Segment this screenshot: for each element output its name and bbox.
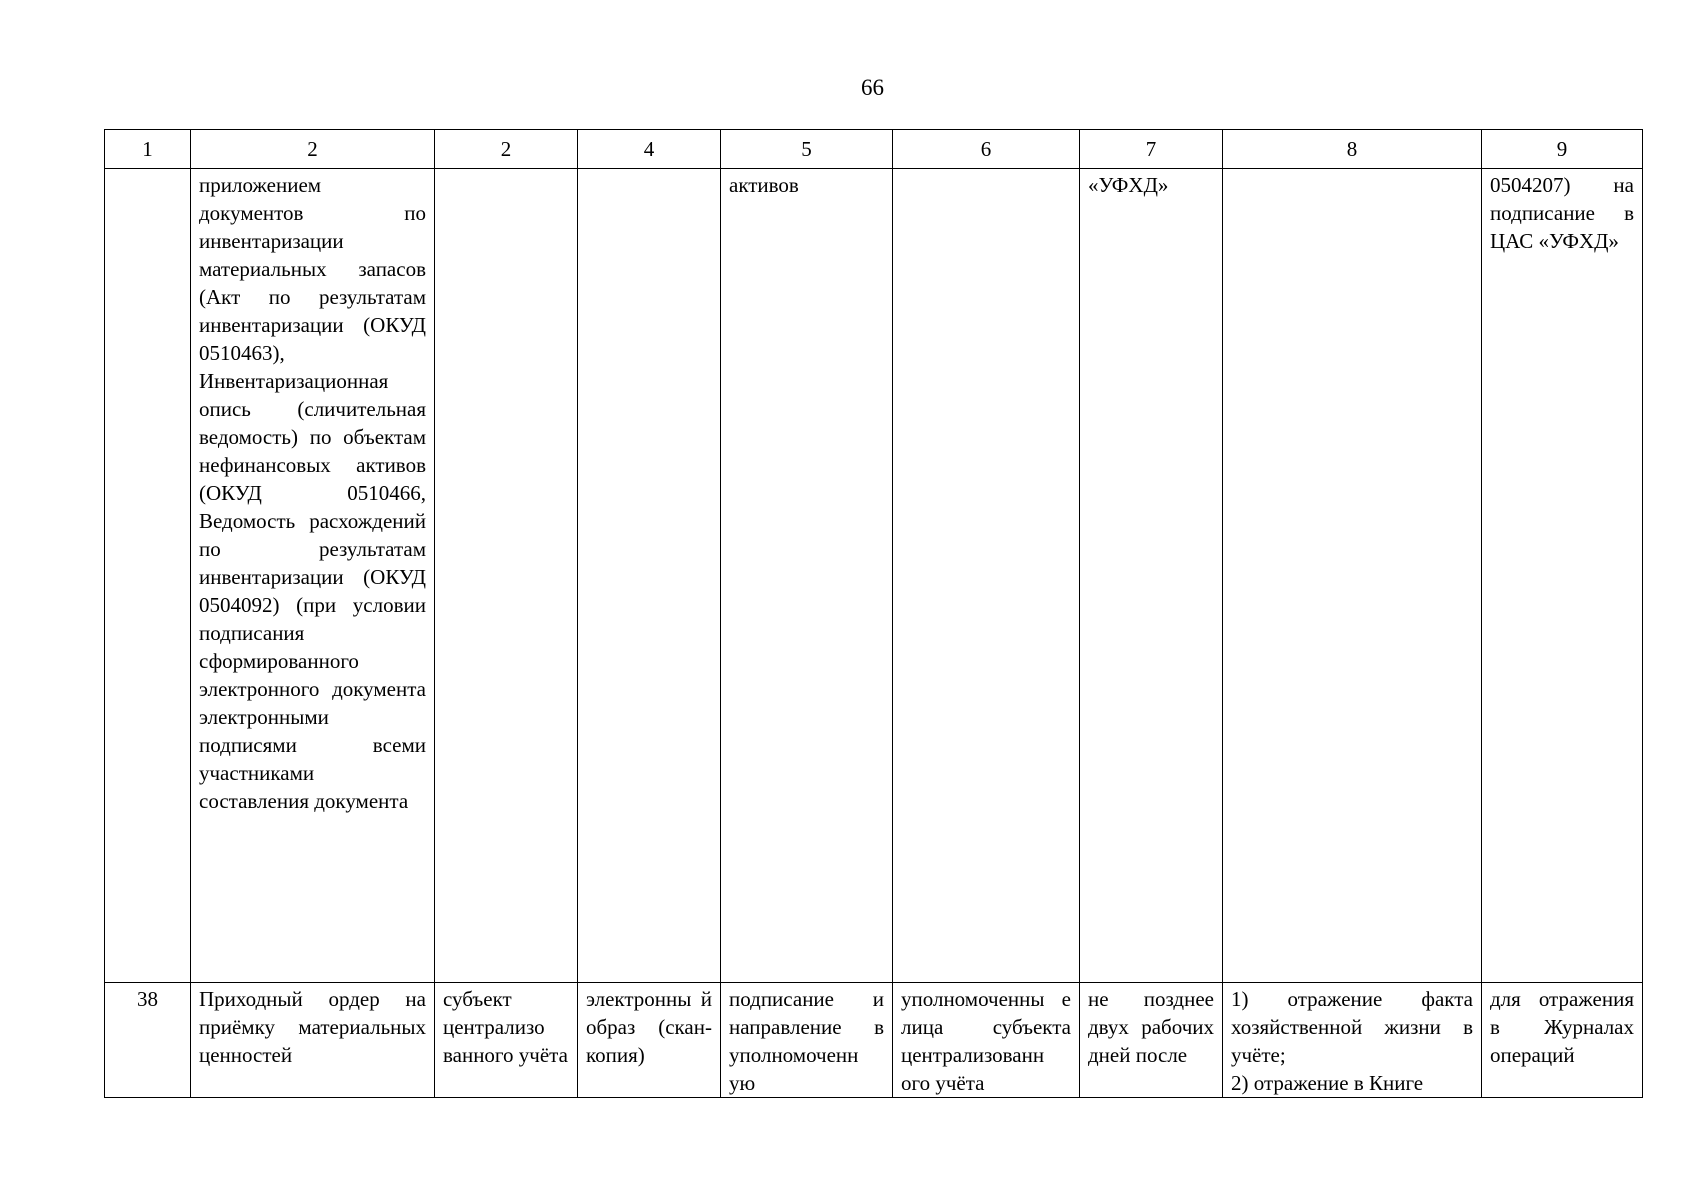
table-cell xyxy=(721,983,893,1098)
table-cell xyxy=(1223,169,1482,983)
column-header: 7 xyxy=(1080,130,1223,169)
table-cell xyxy=(1482,983,1643,1098)
page-number: 66 xyxy=(861,75,884,100)
cell-text: «УФХД» xyxy=(1088,173,1169,197)
cell-text: для отражения в Журналах операций xyxy=(1490,987,1634,1067)
column-header: 1 xyxy=(105,130,191,169)
cell-text: приложением документов по инвентаризации материальных запасов (Акт по результатам инвентаризации (ОКУД 0510463), Инвентаризационная опись (сличительная ведомость) по объектам нефинансовых активов (ОКУД 0510466, Ведомость расхождений по результатам инвентаризации (ОКУД 0504092) (при условии подписания сформированного электронного документа электронными подписями всеми участниками составления документа xyxy=(199,173,426,813)
column-header: 8 xyxy=(1223,130,1482,169)
column-header: 4 xyxy=(578,130,721,169)
table-cell xyxy=(105,169,191,983)
table-cell xyxy=(893,983,1080,1098)
cell-text: подписание и направление в уполномоченн ую xyxy=(729,987,884,1095)
table-cell xyxy=(191,169,435,983)
table-cell xyxy=(578,983,721,1098)
table-cell xyxy=(893,169,1080,983)
document-table xyxy=(104,129,1643,1098)
table-row xyxy=(105,983,1643,1098)
table-cell xyxy=(1080,983,1223,1098)
cell-text: не позднее двух рабочих дней после xyxy=(1088,987,1214,1067)
table-cell xyxy=(435,169,578,983)
column-header: 2 xyxy=(435,130,578,169)
cell-text: активов xyxy=(729,173,799,197)
table-cell xyxy=(435,983,578,1098)
cell-text: 1) отражение факта хозяйственной жизни в учёте; 2) отражение в Книге xyxy=(1231,987,1473,1095)
cell-text: 0504207) на подписание в ЦАС «УФХД» xyxy=(1490,173,1634,253)
cell-text: субъект централизо ванного учёта xyxy=(443,987,568,1067)
table-cell xyxy=(1482,169,1643,983)
row-number: 38 xyxy=(105,983,191,1098)
cell-text: Приходный ордер на приёмку материальных ценностей xyxy=(199,987,426,1067)
column-header: 9 xyxy=(1482,130,1643,169)
table-cell xyxy=(1080,169,1223,983)
table-header-row xyxy=(105,130,1643,169)
table-cell xyxy=(191,983,435,1098)
table-cell xyxy=(578,169,721,983)
cell-text: уполномоченны е лица субъекта централизованн ого учёта xyxy=(901,987,1071,1095)
cell-text: электронны й образ (скан-копия) xyxy=(586,987,712,1067)
column-header: 2 xyxy=(191,130,435,169)
table-cell xyxy=(721,169,893,983)
table-cell xyxy=(1223,983,1482,1098)
table-row xyxy=(105,169,1643,983)
column-header: 6 xyxy=(893,130,1080,169)
column-header: 5 xyxy=(721,130,893,169)
